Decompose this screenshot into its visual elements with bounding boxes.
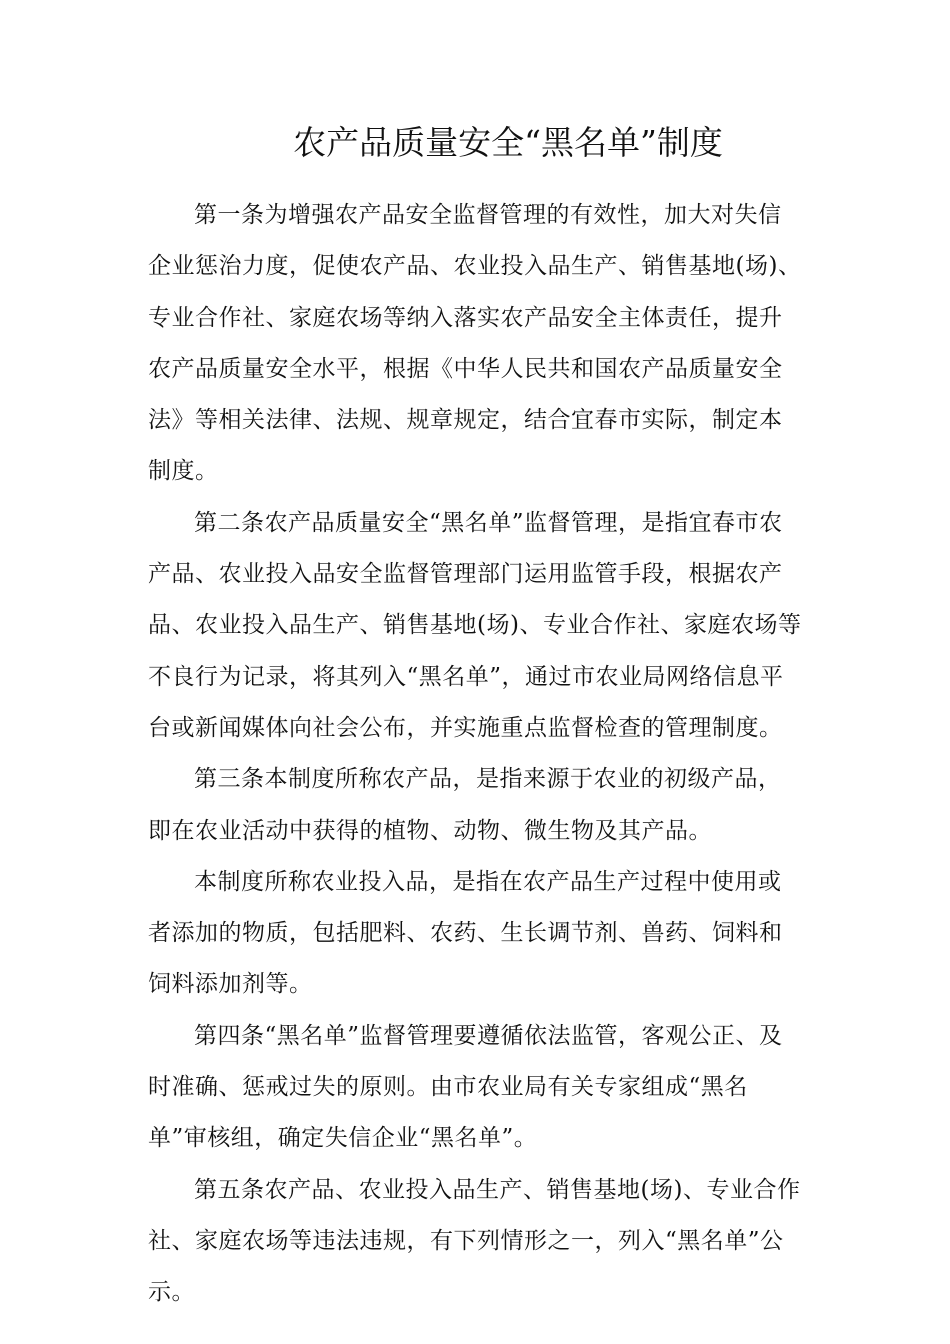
paragraph-article-2: 第二条农产品质量安全“黑名单”监督管理，是指宜春市农产品、农业投入品安全监督管理部门运用监管手段，根据农产品、农业投入品生产、销售基地(场)、专业合作社、家庭农场等不良行为记录，将其列入“黑名单”，通过市农业局网络信息平台或新闻媒体向社会公布，并实施重点监督检查的管理制度。 — [148, 509, 802, 741]
document-title: 农产品质量安全“黑名单”制度 — [293, 123, 723, 162]
paragraph-article-5: 第五条农产品、农业投入品生产、销售基地(场)、专业合作社、家庭农场等违法违规，有下列情形之一，列入“黑名单”公示。 — [148, 1176, 801, 1306]
document-body — [148, 190, 802, 1319]
paragraph-inputs-definition: 本制度所称农业投入品，是指在农产品生产过程中使用或者添加的物质，包括肥料、农药、生长调节剂、兽药、饲料和饲料添加剂等。 — [148, 868, 783, 998]
paragraph-article-4: 第四条“黑名单”监督管理要遵循依法监管，客观公正、及时准确、惩戒过失的原则。由市农业局有关专家组成“黑名单”审核组，确定失信企业“黑名单”。 — [148, 1022, 783, 1152]
paragraph-article-1: 第一条为增强农产品安全监督管理的有效性，加大对失信企业惩治力度，促使农产品、农业投入品生产、销售基地(场)、专业合作社、家庭农场等纳入落实农产品安全主体责任，提升农产品质量安全水平，根据《中华人民共和国农产品质量安全法》等相关法律、法规、规章规定，结合宜春市实际，制定本制度。 — [148, 202, 802, 485]
paragraph-article-3: 第三条本制度所称农产品，是指来源于农业的初级产品，即在农业活动中获得的植物、动物、微生物及其产品。 — [148, 766, 782, 844]
